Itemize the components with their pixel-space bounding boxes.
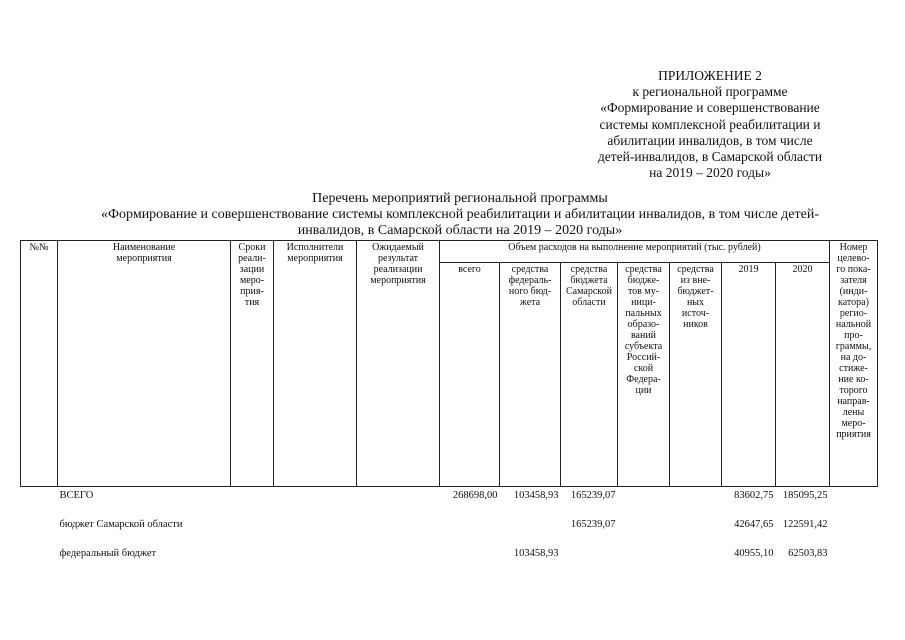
cell-total: 268698,00 <box>452 490 498 501</box>
header-regional: средства бюджета Самарской области <box>561 263 618 487</box>
list-title-line: «Формирование и совершенствование системы комплексной реабилитации и абилитации инвалидов, в том числе детей- <box>100 207 820 222</box>
cell-2019: 83602,75 <box>734 490 774 501</box>
list-title-line: инвалидов, в Самарской области на 2019 – 2020 годы» <box>297 223 623 238</box>
cell-2020: 185095,25 <box>782 490 828 501</box>
header-result: Ожидаемый результат реализации мероприятия <box>357 241 440 487</box>
appendix-line: системы комплексной реабилитации и <box>599 116 821 132</box>
header-extrabudget: средства из вне- бюджет- ных источ- ников <box>670 263 722 487</box>
table-row <box>21 548 878 577</box>
cell-2020: 62503,83 <box>788 548 828 559</box>
cell-regional: 165239,07 <box>570 519 616 530</box>
header-2019: 2019 <box>722 263 776 487</box>
cell-2020: 122591,42 <box>782 519 828 530</box>
cell-2019: 42647,65 <box>734 519 774 530</box>
table-row <box>21 487 878 520</box>
activities-table <box>20 240 878 577</box>
cell-regional <box>561 548 618 577</box>
header-municipal: средства бюдже- тов му- ници- пальных образо- ваний субъекта Россий- ской Федера- ции <box>618 263 670 487</box>
cell-extrabudget <box>670 487 722 520</box>
list-title <box>40 191 880 239</box>
cell-regional: 165239,07 <box>570 490 616 501</box>
appendix-line: детей-инвалидов, в Самарской области <box>597 149 823 165</box>
header-indicator: Номер целево- го пока- зателя (инди- катора) регио- нальной про- граммы, на до- стиже- ние ко- торого направ- лены меро- приятия <box>830 241 878 487</box>
appendix-line: «Формирование и совершенствование <box>600 100 820 116</box>
header-executors: Исполнители мероприятия <box>274 241 357 487</box>
cell-extrabudget <box>670 519 722 548</box>
appendix-line: ПРИЛОЖЕНИЕ 2 <box>658 68 762 83</box>
cell-federal <box>500 519 561 548</box>
header-total: всего <box>440 263 500 487</box>
cell-extrabudget <box>670 548 722 577</box>
header-2020: 2020 <box>776 263 830 487</box>
row-name: федеральный бюджет <box>59 548 157 559</box>
row-name: бюджет Самарской области <box>59 519 183 530</box>
header-name: Наименование мероприятия <box>58 241 231 487</box>
cell-municipal <box>618 519 670 548</box>
table-row <box>21 519 878 548</box>
cell-federal: 103458,93 <box>513 490 559 501</box>
appendix-line: на 2019 – 2020 годы» <box>649 165 771 181</box>
cell-2019: 40955,10 <box>734 548 774 559</box>
cell-federal: 103458,93 <box>513 548 559 559</box>
appendix-header <box>560 68 860 181</box>
cell-municipal <box>618 487 670 520</box>
list-title-line: Перечень мероприятий региональной программы <box>312 191 608 206</box>
cell-total <box>440 548 500 577</box>
header-federal: средства федераль- ного бюд- жета <box>500 263 561 487</box>
header-terms: Сроки реали- зации меро- прия- тия <box>231 241 274 487</box>
appendix-line: к региональной программе <box>632 84 788 100</box>
cell-total <box>440 519 500 548</box>
row-name: ВСЕГО <box>59 490 94 501</box>
appendix-line: абилитации инвалидов, в том числе <box>607 132 813 148</box>
header-expenses-group: Объем расходов на выполнение мероприятий (тыс. рублей) <box>440 241 830 263</box>
header-num: №№ <box>21 241 58 487</box>
cell-municipal <box>618 548 670 577</box>
